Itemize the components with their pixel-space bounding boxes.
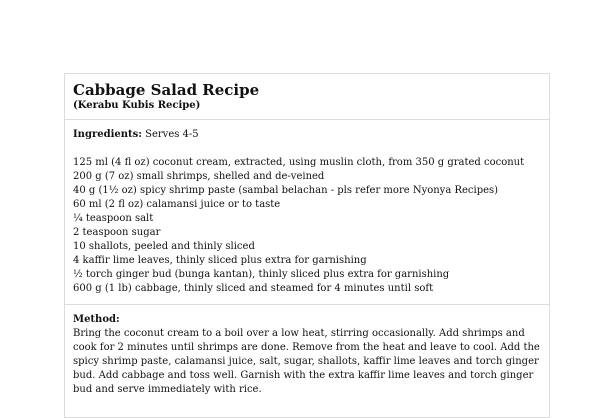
recipe-title: Cabbage Salad Recipe xyxy=(73,81,260,99)
ingredient-item: 125 ml (4 fl oz) coconut cream, extracted, using muslin cloth, from 350 g grated coconut xyxy=(73,157,525,168)
ingredient-item: 600 g (1 lb) cabbage, thinly sliced and steamed for 4 minutes until soft xyxy=(73,283,434,294)
method-label: Method: xyxy=(73,314,120,325)
ingredient-item: 2 teaspoon sugar xyxy=(73,227,161,238)
recipe-card xyxy=(64,73,550,418)
recipe-header xyxy=(65,74,549,120)
method-text: Bring the coconut cream to a boil over a low heat, stirring occasionally. Add shrimps and cook for 2 minutes until shrimps are done. Remove from the heat and leave to cool. Add the spicy shrimp paste, calamansi juice, salt, sugar, shallots, kaffir lime leaves and torch ginger bud. Add cabbage and toss well. Garnish with the extra kaffir lime leaves and torch ginger bud and serve immediately with rice. xyxy=(73,328,540,395)
ingredient-item: ½ torch ginger bud (bunga kantan), thinly sliced plus extra for garnishing xyxy=(73,269,450,280)
ingredient-item: 10 shallots, peeled and thinly sliced xyxy=(73,241,255,252)
ingredient-item: ¼ teaspoon salt xyxy=(73,213,154,224)
ingredients-label: Ingredients: xyxy=(73,129,142,140)
method-section xyxy=(65,305,549,397)
ingredient-item: 60 ml (2 fl oz) calamansi juice or to taste xyxy=(73,199,281,210)
ingredients-section xyxy=(65,120,549,305)
ingredient-item: 4 kaffir lime leaves, thinly sliced plus extra for garnishing xyxy=(73,255,367,266)
ingredient-item: 40 g (1½ oz) spicy shrimp paste (sambal belachan - pls refer more Nyonya Recipes) xyxy=(73,185,499,196)
ingredients-list xyxy=(73,156,541,296)
recipe-subtitle: (Kerabu Kubis Recipe) xyxy=(73,100,201,111)
ingredients-heading xyxy=(73,128,541,142)
ingredient-item: 200 g (7 oz) small shrimps, shelled and de-veined xyxy=(73,171,325,182)
serves-text: Serves 4-5 xyxy=(145,129,199,140)
